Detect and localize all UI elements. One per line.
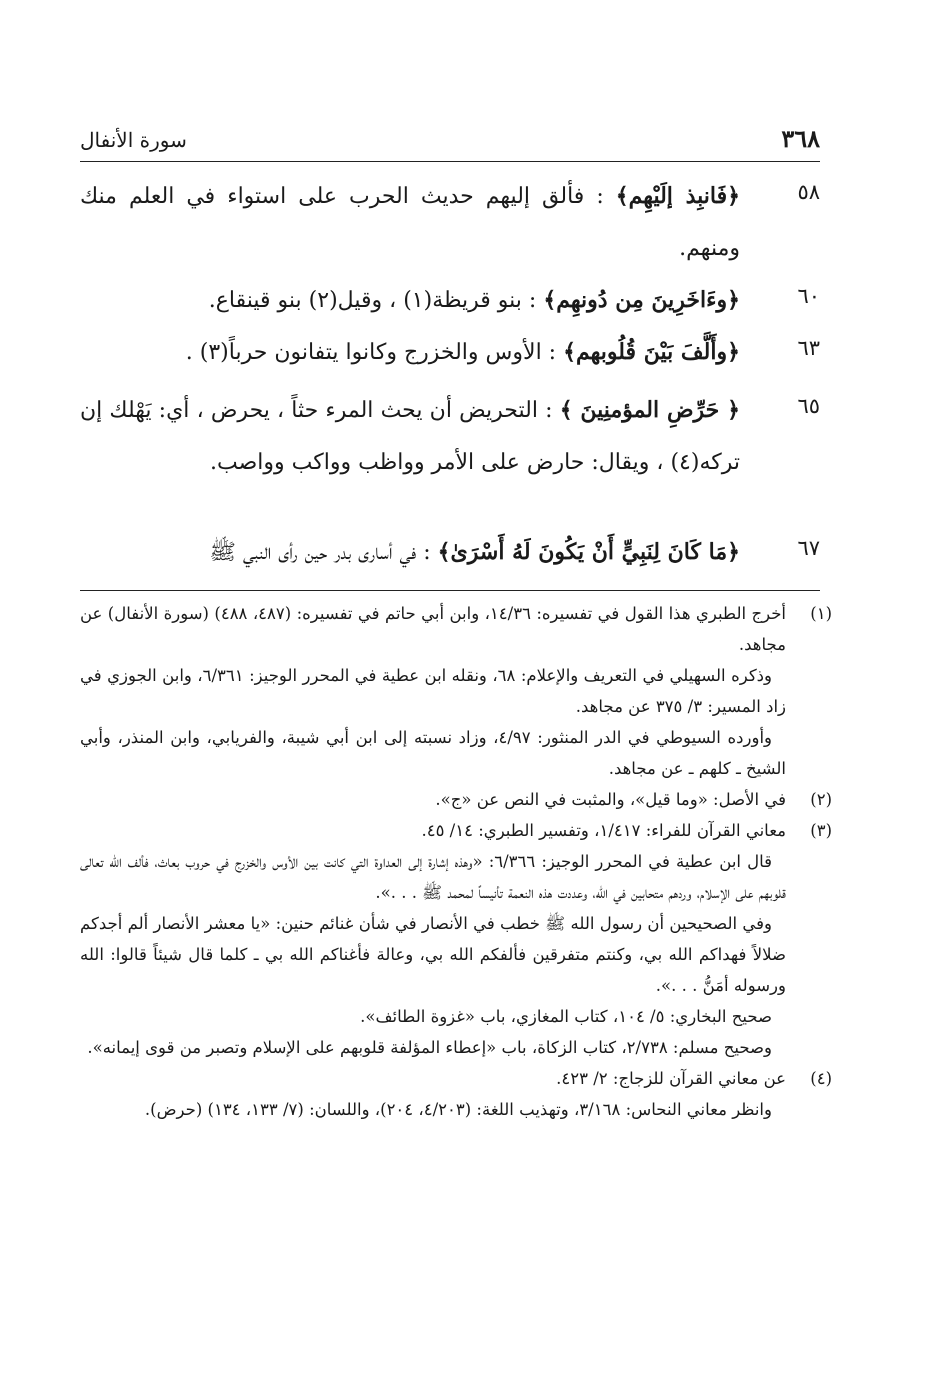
footnote-number: (١) xyxy=(810,604,832,623)
footnote-paragraph: عن معاني القرآن للزجاج: ٢/ ٤٢٣. xyxy=(556,1069,786,1088)
footnote-number: (٤) xyxy=(810,1069,832,1088)
quran-quote: ﴿وأَلَّفَ بَيْنَ قُلُوبهم﴾ xyxy=(563,339,740,365)
footnote-4 xyxy=(80,1063,832,1125)
quran-quote: ﴿فَانبِذ إلَيْهِم﴾ xyxy=(615,183,740,209)
gloss-entry-67 xyxy=(80,526,820,579)
gloss-entry-65 xyxy=(80,384,820,489)
quran-quote: ﴿وءَاخَرِينَ مِن دُونهِم﴾ xyxy=(543,287,740,313)
running-title: سورة الأنفال xyxy=(80,128,187,152)
footnote-paragraph: أخرج الطبري هذا القول في تفسيره: ١٤/٣٦، وابن أبي حاتم في تفسيره: (٤٨٧، ٤٨٨) (سورة الأنفال) عن مجاهد. xyxy=(80,604,787,654)
verse-number: ٦٥ xyxy=(797,394,820,418)
footnote-paragraph: وذكره السهيلي في التعريف والإعلام: ٦٨، ونقله ابن عطية في المحرر الوجيز: ٦/٣٦١، وابن الجوزي في زاد المسير: ٣/ ٣٧٥ عن مجاهد. xyxy=(80,666,786,716)
quran-quote: ﴿ حَرِّضِ المؤمنِينَ ﴾ xyxy=(559,397,740,423)
footnote-rule xyxy=(80,590,820,591)
footnote-number: (٢) xyxy=(810,790,832,809)
header-rule xyxy=(80,161,820,162)
footnote-3 xyxy=(80,815,832,1063)
footnote-paragraph: معاني القرآن للفراء: ١/٤١٧، وتفسير الطبري: ١٤/ ٤٥. xyxy=(421,821,786,840)
gloss-text: : التحريض أن يحث المرء حثاً ، يحرض ، أي: يَهْلك إن تركه(٤) ، ويقال: حارض على الأمر وواظب وواكب وواصب. xyxy=(80,398,740,475)
footnote-paragraph: صحيح البخاري: ٥/ ١٠٤، كتاب المغازي، باب «غزوة الطائف». xyxy=(360,1007,772,1026)
verse-number: ٥٨ xyxy=(797,180,820,204)
quran-quote: ﴿مَا كَانَ لِنَبِيٍّ أَنْ يَكُونَ لَهُ أَسْرَىٰ﴾ xyxy=(437,539,740,565)
footnote-number: (٣) xyxy=(810,821,832,840)
gloss-entry-58 xyxy=(80,170,820,275)
footnote-paragraph: وفي الصحيحين أن رسول الله ﷺ خطب في الأنصار في شأن غنائم حنين: «يا معشر الأنصار ألم أجدكم ضلالاً فهداكم الله بي، وكنتم متفرقين فألفكم الله بي، وعالة فأغناكم الله بي ـ كلما قال شيئاً قالوا: الله ورسوله أمَنُّ . . .». xyxy=(80,914,786,995)
footnote-paragraph: وصحيح مسلم: ٢/٧٣٨، كتاب الزكاة، باب «إعطاء المؤلفة قلوبهم على الإسلام وتصبر من قوى إيمانه». xyxy=(87,1038,772,1057)
footnote-paragraph: وأورده السيوطي في الدر المنثور: ٤/٩٧، وزاد نسبته إلى ابن أبي شيبة، والفريابي، وابن المنذر، وأبي الشيخ ـ كلهم ـ عن مجاهد. xyxy=(80,728,786,778)
gloss-text: : في أسارى بدر حين رأى النبي ﷺ xyxy=(209,540,431,565)
page-number: ٣٦٨ xyxy=(781,124,820,153)
footnote-paragraph: وانظر معاني النحاس: ٣/١٦٨، وتهذيب اللغة: (٤/٢٠٣، ٢٠٤)، واللسان: (٧/ ١٣٣، ١٣٤) (حرض). xyxy=(144,1100,772,1119)
verse-number: ٦٠ xyxy=(797,284,820,308)
gloss-entry-63 xyxy=(80,326,820,379)
footnotes xyxy=(80,598,832,1125)
gloss-text: : بنو قريظة(١) ، وقيل(٢) بنو قينقاع. xyxy=(208,288,537,313)
gloss-text: : فألق إليهم حديث الحرب على استواء في العلم منك ومنهم. xyxy=(80,184,740,261)
verse-number: ٦٧ xyxy=(797,536,820,560)
gloss-entry-60 xyxy=(80,274,820,327)
gloss-text: : الأوس والخزرج وكانوا يتفانون حرباً(٣) . xyxy=(185,340,557,365)
footnote-2 xyxy=(80,784,832,815)
footnote-paragraph: في الأصل: «وما قيل»، والمثبت في النص عن «ج». xyxy=(435,790,786,809)
footnote-1 xyxy=(80,598,832,784)
verse-number: ٦٣ xyxy=(797,336,820,360)
footnote-paragraph: قال ابن عطية في المحرر الوجيز: ٦/٣٦٦: «وهذه إشارة إلى العداوة التي كانت بين الأوس والخزرج في حروب بعاث، فألف الله تعالى قلوبهم على الإسلام، وردهم متحابين في الله، وعددت هذه النعمة تأنيساً لمحمد ﷺ . . .». xyxy=(80,852,786,902)
page-header xyxy=(80,124,820,160)
